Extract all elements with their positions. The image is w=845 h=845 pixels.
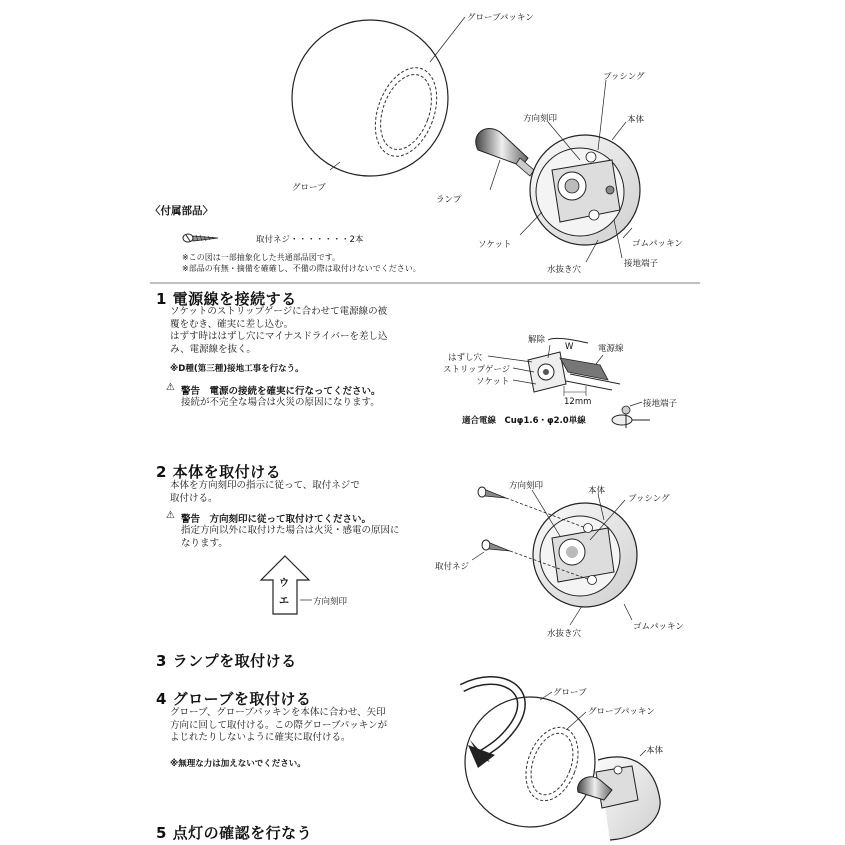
note-line-2: ※部品の有無・摘備を確確し、不備の際は取付けないでください。 xyxy=(182,264,421,273)
step4-line: 方向に回して取付ける。この際グローブパッキンが xyxy=(170,719,388,731)
arrow-char-u: ウ xyxy=(279,578,289,589)
label-ground-terminal: 接地端子 xyxy=(624,259,659,269)
screw-icon xyxy=(183,234,218,242)
label-rubber-packing-step2: ゴムパッキン xyxy=(633,622,684,632)
warning-icon: ⚠ xyxy=(166,382,175,393)
globe-top xyxy=(292,20,448,176)
step1-title: 1 電源線を接続する xyxy=(156,290,297,308)
step4-line: グローブ、グローブパッキンを本体に合わせ、矢印 xyxy=(170,707,386,718)
label-ground-terminal-step1: 接地端子 xyxy=(643,399,678,409)
step2-instructions xyxy=(170,480,360,505)
wire-spec: 適合電線 Cuφ1.6・φ2.0単線 xyxy=(462,416,586,426)
step4-line: よじれたりしないように確実に取付ける。 xyxy=(170,732,351,743)
label-bushing: ブッシング xyxy=(603,72,645,82)
step1-warning-title: 警告 電源の接続を確実に行なってください。 xyxy=(181,386,381,397)
label-release: 解除 xyxy=(528,335,546,345)
label-bushing-step2: ブッシング xyxy=(628,494,670,504)
step2-warning-line: なります。 xyxy=(181,537,228,549)
step1-line: 覆をむき、確実に差し込む。 xyxy=(170,318,294,330)
step1-warning-text: 接続が不完全な場合は火災の原因になります。 xyxy=(181,397,380,408)
step2-warning-title: 警告 方向刻印に従って取付けてください。 xyxy=(181,514,372,525)
label-arrow-direction-mark: 方向刻印 xyxy=(313,597,348,607)
label-lamp: ランプ xyxy=(436,195,462,205)
label-socket-step1: ソケット xyxy=(476,377,510,387)
label-body-step2: 本体 xyxy=(588,486,606,496)
rotation-arrow-icon xyxy=(462,680,521,768)
step1-line: はずす時ははずし穴にマイナスドライバーを差し込 xyxy=(170,331,388,342)
screw-item: 取付ネジ・・・・・・・2本 xyxy=(256,235,364,245)
label-drain-hole: 水抜き穴 xyxy=(547,265,582,275)
step1-note: ※D種(第三種)接地工事を行なう。 xyxy=(170,364,304,374)
step2-warning-text xyxy=(181,525,400,550)
label-power-line: 電源線 xyxy=(598,344,624,354)
accessories-title: 〈付属部品〉 xyxy=(150,205,213,217)
label-length: 12mm xyxy=(564,397,592,407)
step5-title: 5 点灯の確認を行なう xyxy=(156,824,313,842)
step2-line: 本体を方向刻印の指示に従って、取付ネジで xyxy=(170,480,360,491)
label-body: 本体 xyxy=(627,115,645,125)
step1-instructions xyxy=(170,306,387,356)
warning-icon: ⚠ xyxy=(166,510,175,521)
body-top xyxy=(530,135,640,245)
label-globe-packing: グローブパッキン xyxy=(467,13,534,23)
label-drain-hole-step2: 水抜き穴 xyxy=(547,629,582,639)
step1-line: ソケットのストリップゲージに合わせて電源線の被 xyxy=(170,306,388,317)
label-socket: ソケット xyxy=(478,240,512,250)
label-direction-mark: 方向刻印 xyxy=(523,114,558,124)
arrow-char-e: エ xyxy=(279,596,289,607)
step2-warning-line: 指定方向以外に取付けた場合は火災・感電の原因に xyxy=(181,525,400,536)
body-step4 xyxy=(578,757,661,840)
step2-line: 取付ける。 xyxy=(170,492,218,504)
body-diagram-step2 xyxy=(533,503,637,607)
step4-instructions xyxy=(170,707,387,745)
label-globe: グローブ xyxy=(292,183,326,193)
label-w: W xyxy=(565,342,574,352)
step2-title: 2 本体を取付ける xyxy=(156,463,282,481)
step4-note: ※無理な力は加えないでください。 xyxy=(170,759,306,769)
label-globe-step4: グローブ xyxy=(553,688,587,698)
label-rubber-packing: ゴムパッキン xyxy=(632,239,683,249)
label-screw-step2: 取付ネジ xyxy=(435,562,470,572)
label-globe-packing-step4: グローブパッキン xyxy=(588,707,655,717)
label-body-step4: 本体 xyxy=(646,746,664,756)
note-line-1: ※この図は一部抽象化した共通部品図です。 xyxy=(182,253,341,262)
label-direction-mark-step2: 方向刻印 xyxy=(509,481,544,491)
lamp-top xyxy=(476,128,534,176)
label-release-hole: はずし穴 xyxy=(448,353,483,363)
label-strip-gauge: ストリップゲージ xyxy=(443,365,511,375)
step3-title: 3 ランプを取付ける xyxy=(156,652,297,670)
step1-line: み、電源線を抜く。 xyxy=(170,343,256,355)
step4-title: 4 グローブを取付ける xyxy=(156,690,312,708)
